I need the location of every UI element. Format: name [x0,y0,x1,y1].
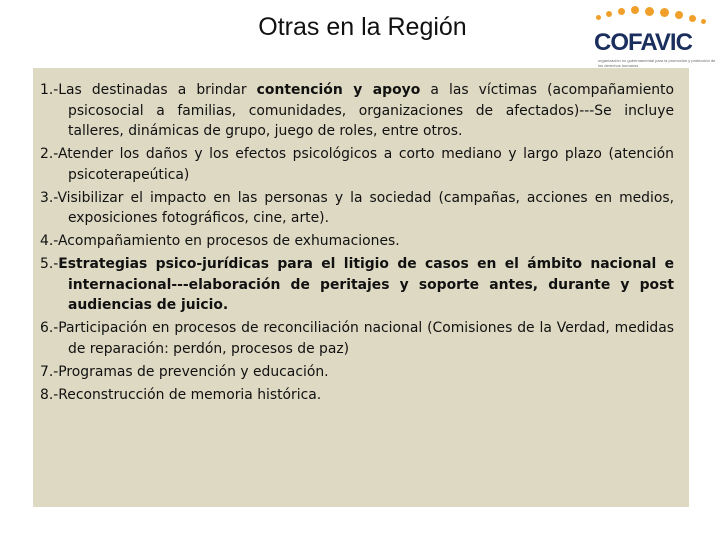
list-item [40,318,674,359]
list-item [40,188,674,229]
list-item-number: 4.- [40,233,58,249]
strategies-list [40,80,674,408]
logo-tagline: organización no gubernamental para la promoción y protección de los derechos humanos [598,58,716,68]
logo-wordmark: COFAVIC [594,29,692,56]
list-item-number: 6.- [40,320,59,336]
list-item [40,254,674,316]
list-item-number: 2.- [40,146,58,162]
list-item-text: Las destinadas a brindar [58,82,257,98]
list-item-text: Acompañamiento en procesos de exhumaciones. [57,233,400,249]
list-item [40,144,674,185]
list-item-number: 5.- [40,256,59,272]
page-title: Otras en la Región [258,13,467,41]
list-item [40,80,674,142]
list-item [40,362,674,383]
list-item [40,385,674,406]
list-item-text: Estrategias psico-jurídicas para el litigio de casos en el ámbito nacional e internacional---elaboración de peritajes y soporte antes, durante y post audiencias de juicio. [58,256,674,313]
list-item-text: Atender los daños y los efectos psicológicos a corto mediano y largo plazo (atención psicoterapeútica) [57,146,674,183]
list-item-number: 1.- [40,82,59,98]
list-item-text: Reconstrucción de memoria histórica. [58,386,322,403]
list-item-number: 3.- [40,189,58,206]
list-item-text: a las víctimas (acompañamiento psicosocial a familias, comunidades, organizaciones de afectados)---Se incluye talleres, dinámicas de grupo, juego de roles, entre otros. [68,82,674,139]
list-item-text: Programas de prevención y educación. [58,363,329,380]
list-item [40,231,674,252]
list-item-number: 8.- [40,386,59,403]
list-item-text: contención y apoyo [256,82,421,98]
list-item-text: Participación en procesos de reconciliación nacional (Comisiones de la Verdad, medidas de reparación: perdón, procesos de paz) [58,320,674,357]
list-item-text: Visibilizar el impacto en las personas y la sociedad (campañas, acciones en medios, exposiciones fotográficos, cine, arte). [57,189,674,226]
list-item-number: 7.- [40,363,59,380]
